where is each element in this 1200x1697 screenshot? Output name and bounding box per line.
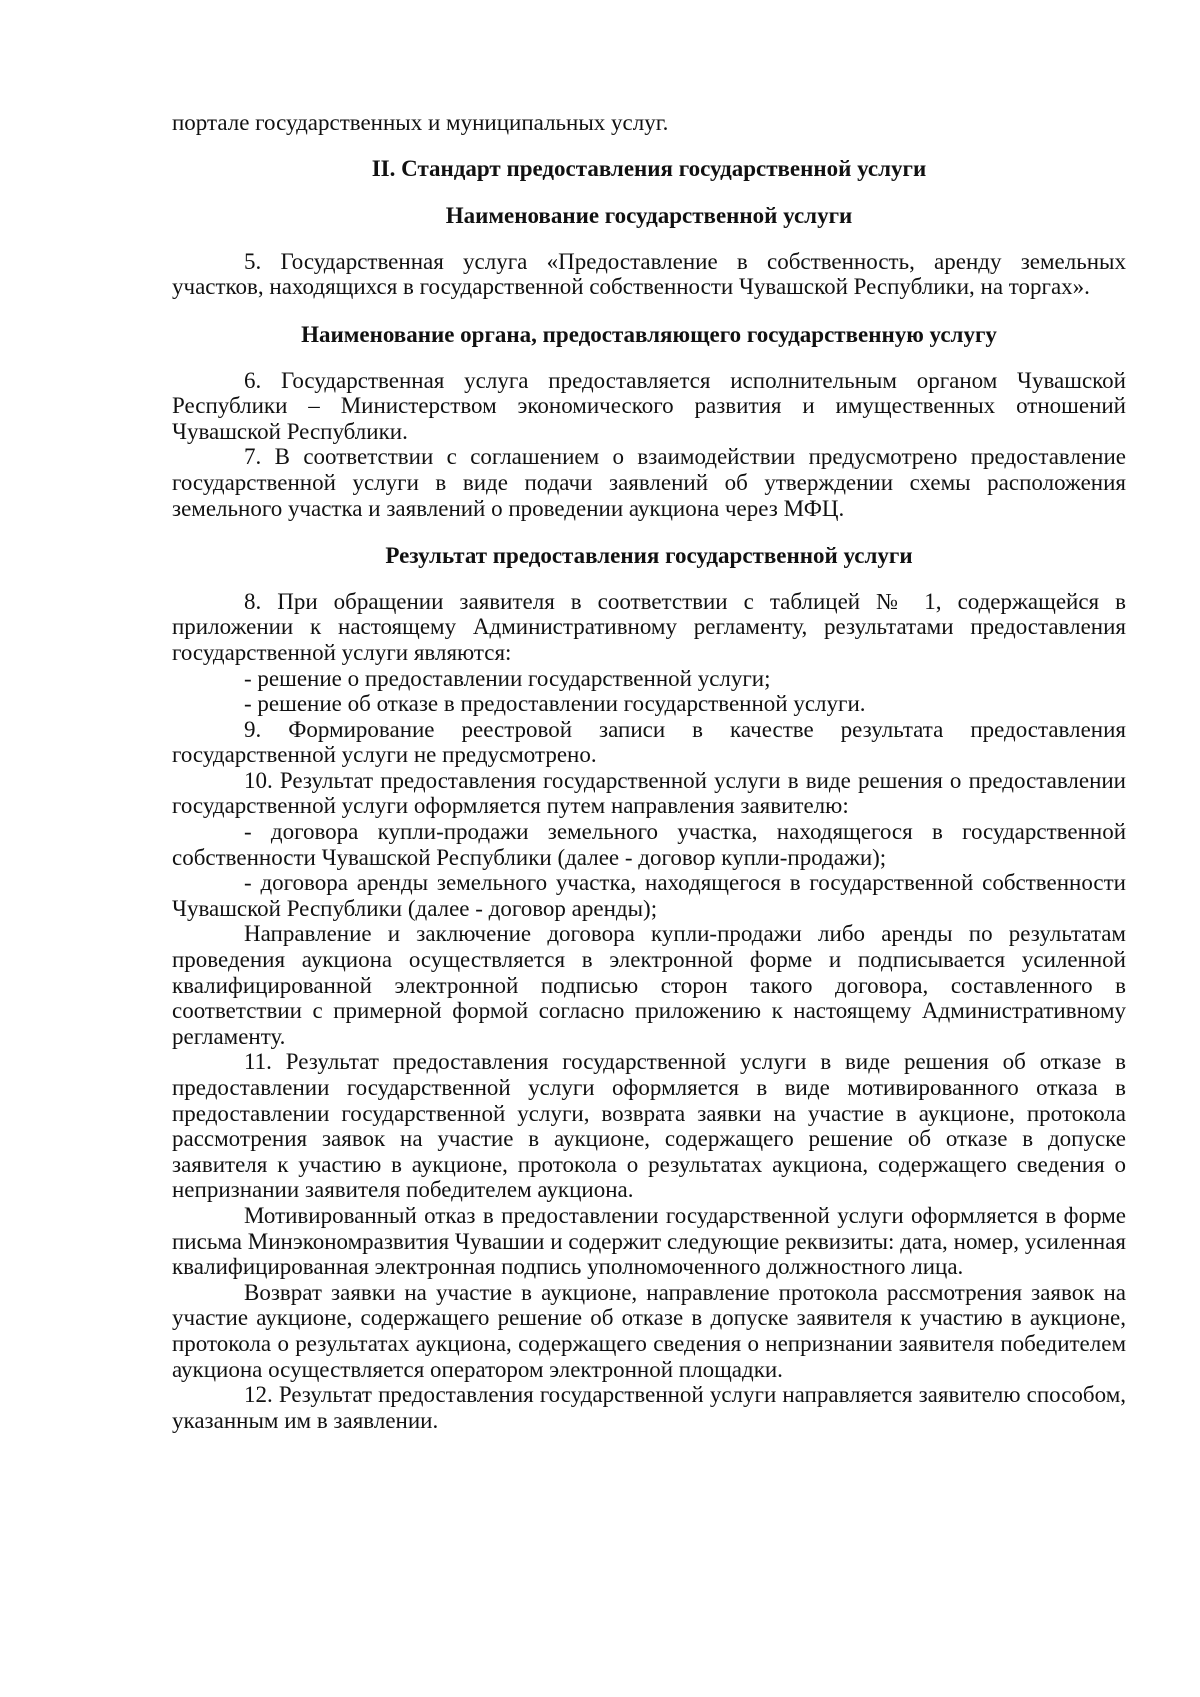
paragraph-continuation: портале государственных и муниципальных услуг. <box>172 110 669 135</box>
paragraph-5: 5. Государственная услуга «Предоставление в собственность, аренду земельных участков, находящихся в государственной собственности Чувашской Республики, на торгах». <box>172 248 1126 300</box>
paragraph-9: 9. Формирование реестровой записи в качестве результата предоставления государственной услуги не предусмотрено. <box>172 716 1126 768</box>
paragraph-12: 12. Результат предоставления государственной услуги направляется заявителю способом, указанным им в заявлении. <box>172 1382 1126 1433</box>
list-item: - договора аренды земельного участка, находящегося в государственной собственности Чувашской Республики (далее - договор аренды); <box>172 870 1126 921</box>
list-item: - решение об отказе в предоставлении государственной услуги. <box>244 691 866 717</box>
paragraph-8: 8. При обращении заявителя в соответствии с таблицей № 1, содержащейся в приложении к настоящему Административному регламенту, результатами предоставления государственной услуги являются: <box>172 588 1126 665</box>
list-item: - договора купли-продажи земельного участка, находящегося в государственной собственности Чувашской Республики (далее - договор купли-продажи); <box>172 819 1126 870</box>
subheading-result: Результат предоставления государственной услуги <box>385 543 913 569</box>
paragraph-6: 6. Государственная услуга предоставляется исполнительным органом Чувашской Республики – Министерством экономического развития и имущественных отношений Чувашской Республики. <box>172 367 1126 444</box>
list-item: - решение о предоставлении государственной услуги; <box>244 665 771 691</box>
section-heading: II. Стандарт предоставления государственной услуги <box>371 155 927 181</box>
paragraph-11: 11. Результат предоставления государственной услуги в виде решения об отказе в предоставлении государственной услуги оформляется в виде мотивированного отказа в предоставлении государственной услуги, возврата заявки на участие в аукционе, протокола рассмотрения заявок на участие в аукционе, содержащего решение об отказе в допуске заявителя к участию в аукционе, протокола о результатах аукциона, содержащего сведения о непризнании заявителя победителем аукциона. <box>172 1049 1126 1203</box>
paragraph-7: 7. В соответствии с соглашением о взаимодействии предусмотрено предоставление государственной услуги в виде подачи заявлений об утверждении схемы расположения земельного участка и заявлений о проведении аукциона через МФЦ. <box>172 444 1126 521</box>
subheading-service-name: Наименование государственной услуги <box>445 203 853 229</box>
paragraph-11-return: Возврат заявки на участие в аукционе, направление протокола рассмотрения заявок на участие аукционе, содержащего решение об отказе в допуске заявителя к участию в аукционе, протокола о результатах аукциона, содержащего сведения о непризнании заявителя победителем аукциона осуществляется оператором электронной площадки. <box>172 1279 1126 1382</box>
paragraph-10: 10. Результат предоставления государственной услуги в виде решения о предоставлении государственной услуги оформляется путем направления заявителю: <box>172 767 1126 819</box>
paragraph-10-continuation: Направление и заключение договора купли-продажи либо аренды по результатам проведения аукциона осуществляется в электронной форме и подписывается усиленной квалифицированной электронной подписью сторон такого договора, составленного в соответствии с примерной формой согласно приложению к настоящему Административному регламенту. <box>172 921 1126 1049</box>
subheading-organ: Наименование органа, предоставляющего государственную услугу <box>301 321 997 347</box>
document-page <box>172 110 1126 1433</box>
paragraph-11-refusal: Мотивированный отказ в предоставлении государственной услуги оформляется в форме письма Минэкономразвития Чувашии и содержит следующие реквизиты: дата, номер, усиленная квалифицированная электронная подпись уполномоченного должностного лица. <box>172 1202 1126 1280</box>
